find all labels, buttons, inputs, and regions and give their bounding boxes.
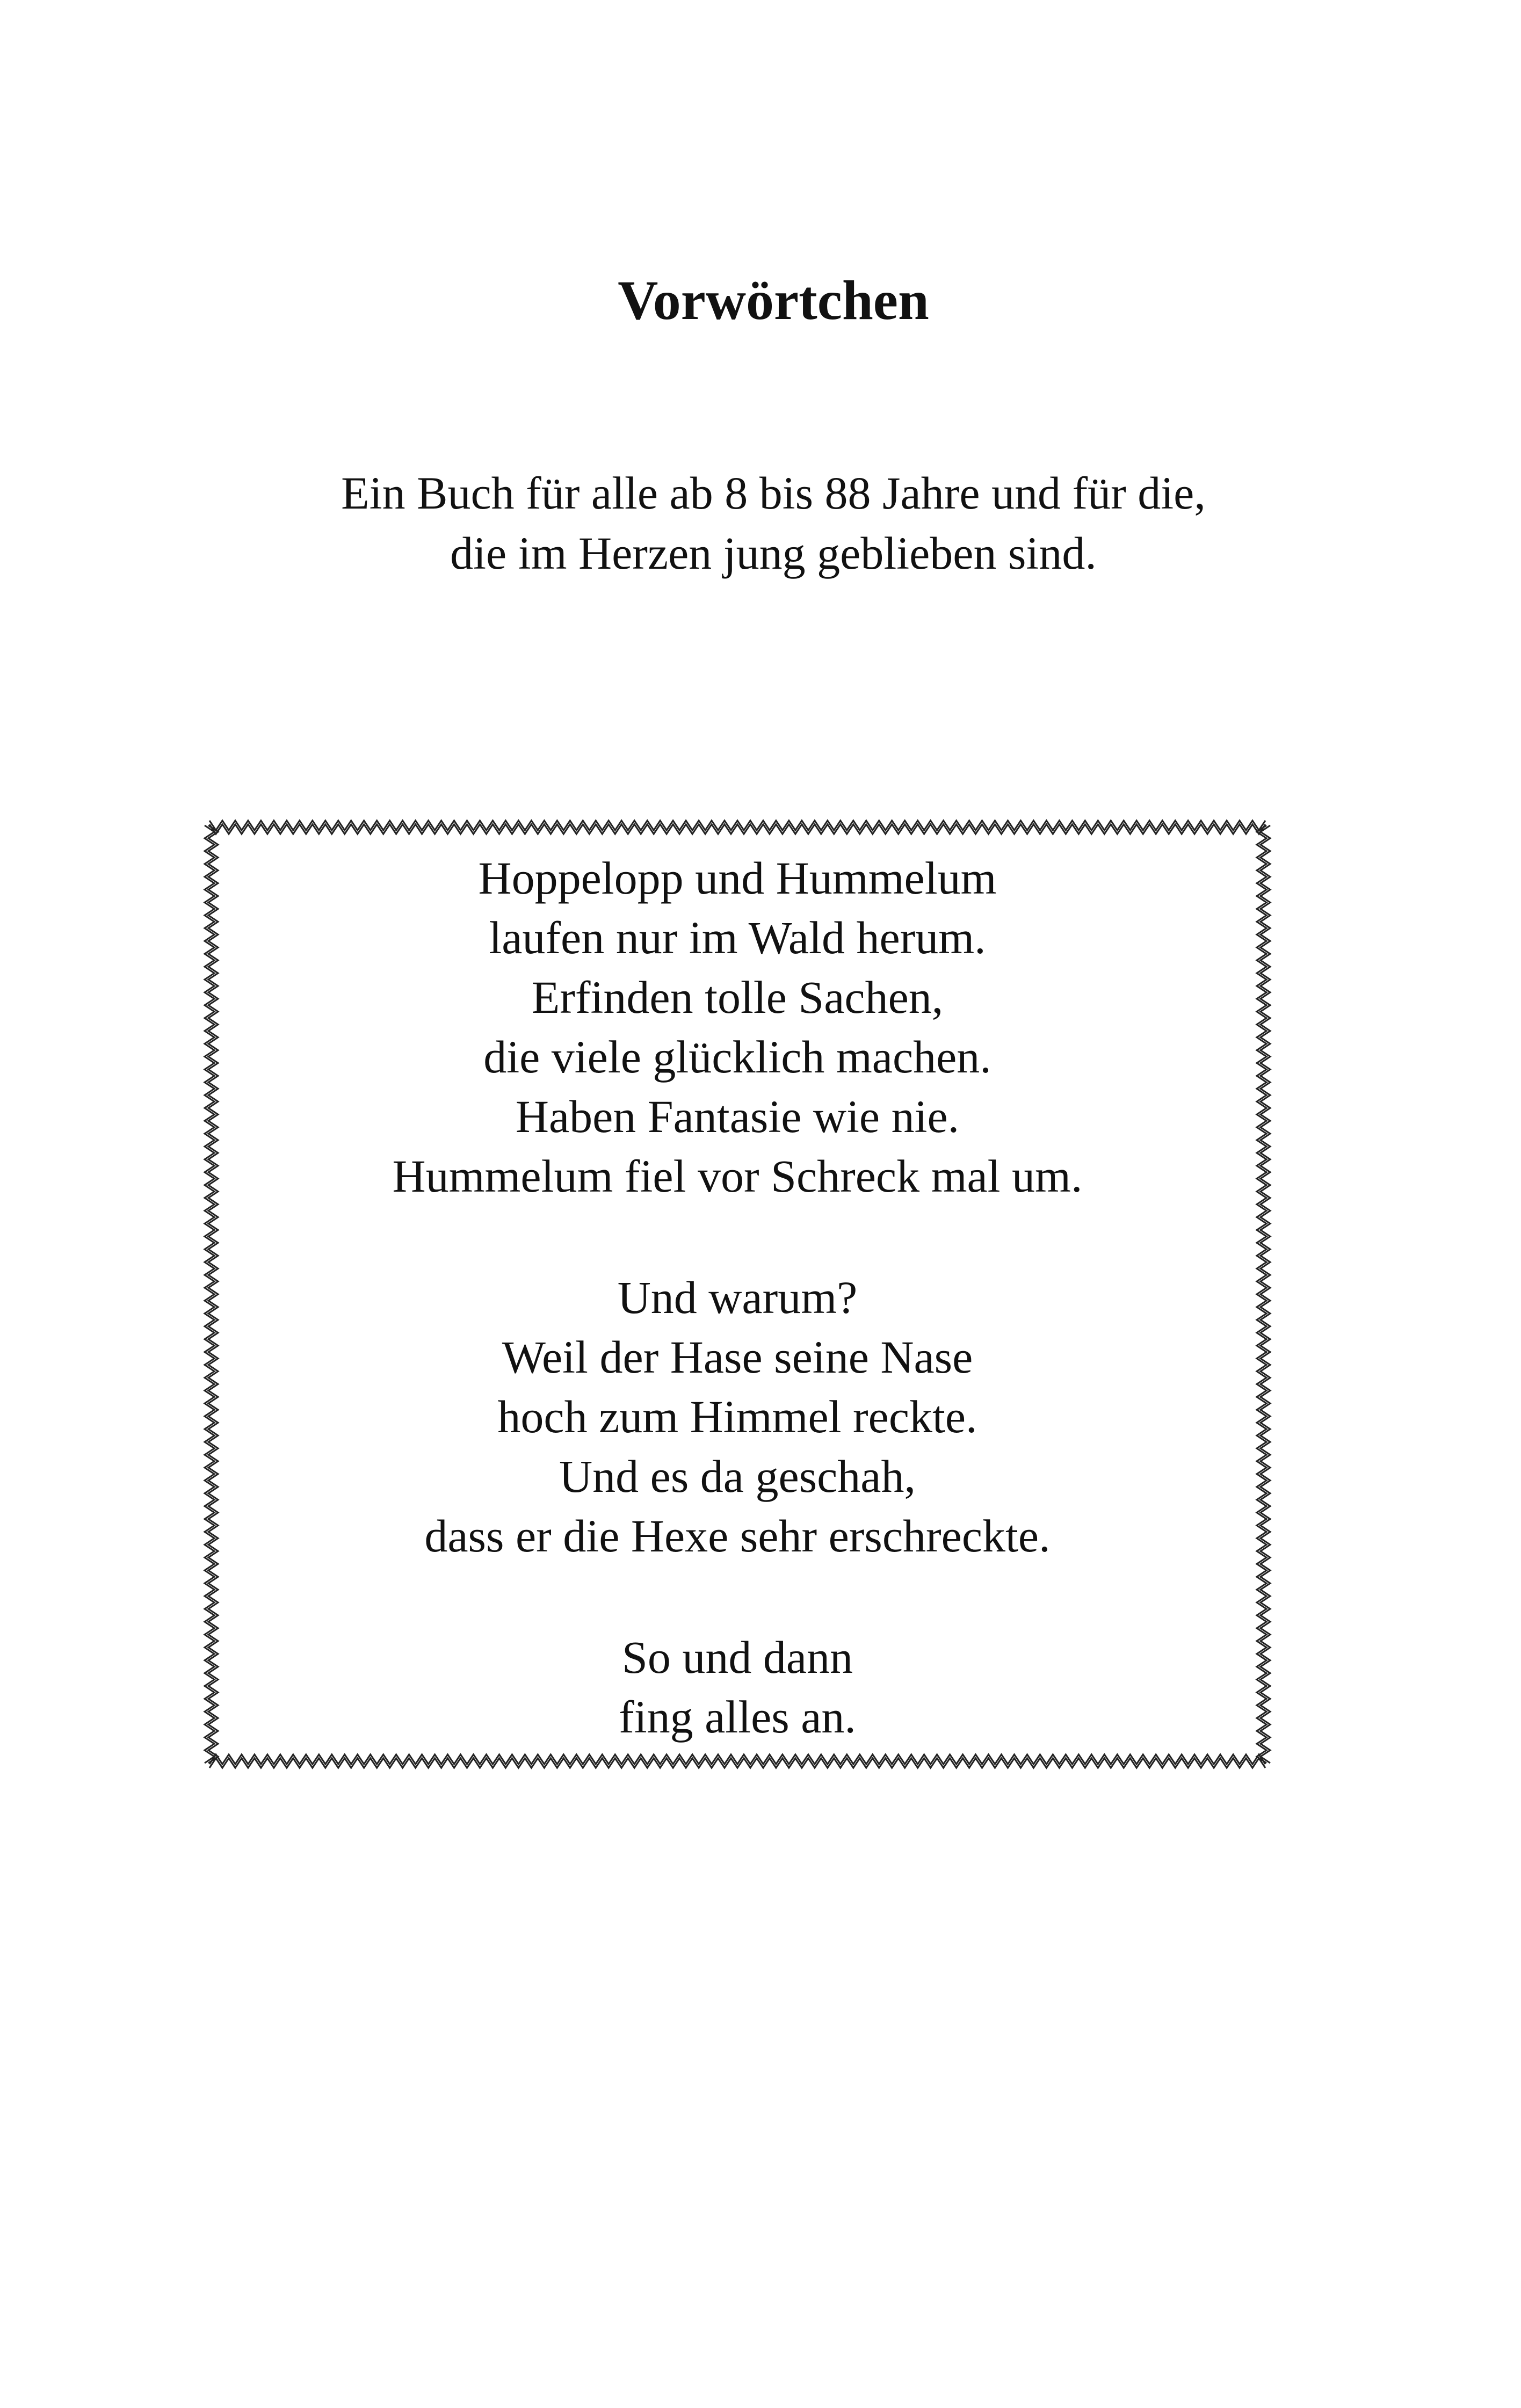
poem-line: fing alles an. (619, 1691, 856, 1743)
poem-line: Und warum? (617, 1272, 858, 1323)
poem-line: So und dann (622, 1631, 853, 1683)
poem-line: dass er die Hexe sehr erschreckte. (424, 1510, 1051, 1562)
poem-line: Und es da geschah, (559, 1450, 916, 1502)
poem-line: Hoppelopp und Hummelum (478, 852, 997, 904)
poem-line: hoch zum Himmel reckte. (497, 1391, 977, 1442)
poem-line: Weil der Hase seine Nase (502, 1331, 973, 1383)
page-title: Vorwörtchen (618, 270, 929, 331)
poem-line: Erfinden tolle Sachen, (531, 971, 944, 1023)
poem-line: die viele glücklich machen. (483, 1031, 991, 1083)
poem-line: Haben Fantasie wie nie. (515, 1091, 960, 1142)
intro-text (0, 463, 1521, 583)
poem-line: Hummelum fiel vor Schreck mal um. (392, 1150, 1083, 1202)
intro-line: die im Herzen jung geblieben sind. (450, 527, 1097, 579)
poem-block (198, 848, 1277, 1747)
intro-line: Ein Buch für alle ab 8 bis 88 Jahre und für die, (341, 467, 1206, 519)
stanza-gap (198, 1206, 1277, 1268)
stanza-gap (198, 1566, 1277, 1628)
poem-line: laufen nur im Wald herum. (489, 912, 986, 963)
